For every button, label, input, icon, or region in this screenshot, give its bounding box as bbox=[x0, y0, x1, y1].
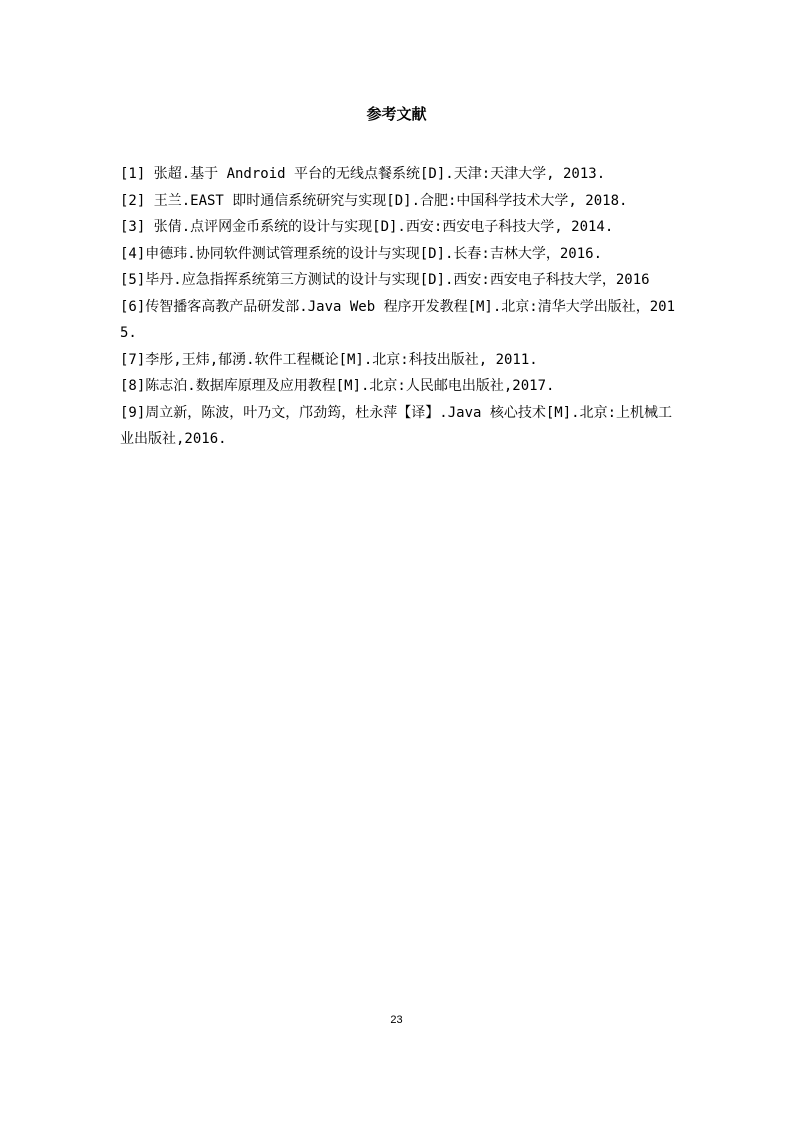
reference-item-4: [4]申德玮.协同软件测试管理系统的设计与实现[D].长春:吉林大学，2016. bbox=[120, 245, 603, 262]
reference-item-3: [3] 张倩.点评网金币系统的设计与实现[D].西安:西安电子科技大学, 2014. bbox=[120, 219, 614, 235]
reference-item-5: [5]毕丹.应急指挥系统第三方测试的设计与实现[D].西安:西安电子科技大学，2016 bbox=[120, 272, 650, 288]
page-number: 23 bbox=[390, 1014, 403, 1026]
reference-list bbox=[120, 161, 680, 453]
reference-item-1: [1] 张超.基于 Android 平台的无线点餐系统[D].天津:天津大学, 2013. bbox=[120, 166, 606, 182]
reference-item-6: [6]传智播客高教产品研发部.Java Web 程序开发教程[M].北京:清华大学出版社，2015. bbox=[120, 298, 676, 341]
references-title: 参考文献 bbox=[366, 105, 427, 123]
reference-item-8: [8]陈志泊.数据库原理及应用教程[M].北京:人民邮电出版社,2017. bbox=[120, 378, 555, 394]
reference-item-9: [9]周立新，陈波，叶乃文，邝劲筠，杜永萍【译】.Java 核心技术[M].北京:上机械工业出版社,2016. bbox=[120, 404, 673, 447]
reference-item-2: [2] 王兰.EAST 即时通信系统研究与实现[D].合肥:中国科学技术大学, 2018. bbox=[120, 192, 628, 209]
reference-item-7: [7]李彤,王炜,郁湧.软件工程概论[M].北京:科技出版社, 2011. bbox=[120, 351, 538, 368]
